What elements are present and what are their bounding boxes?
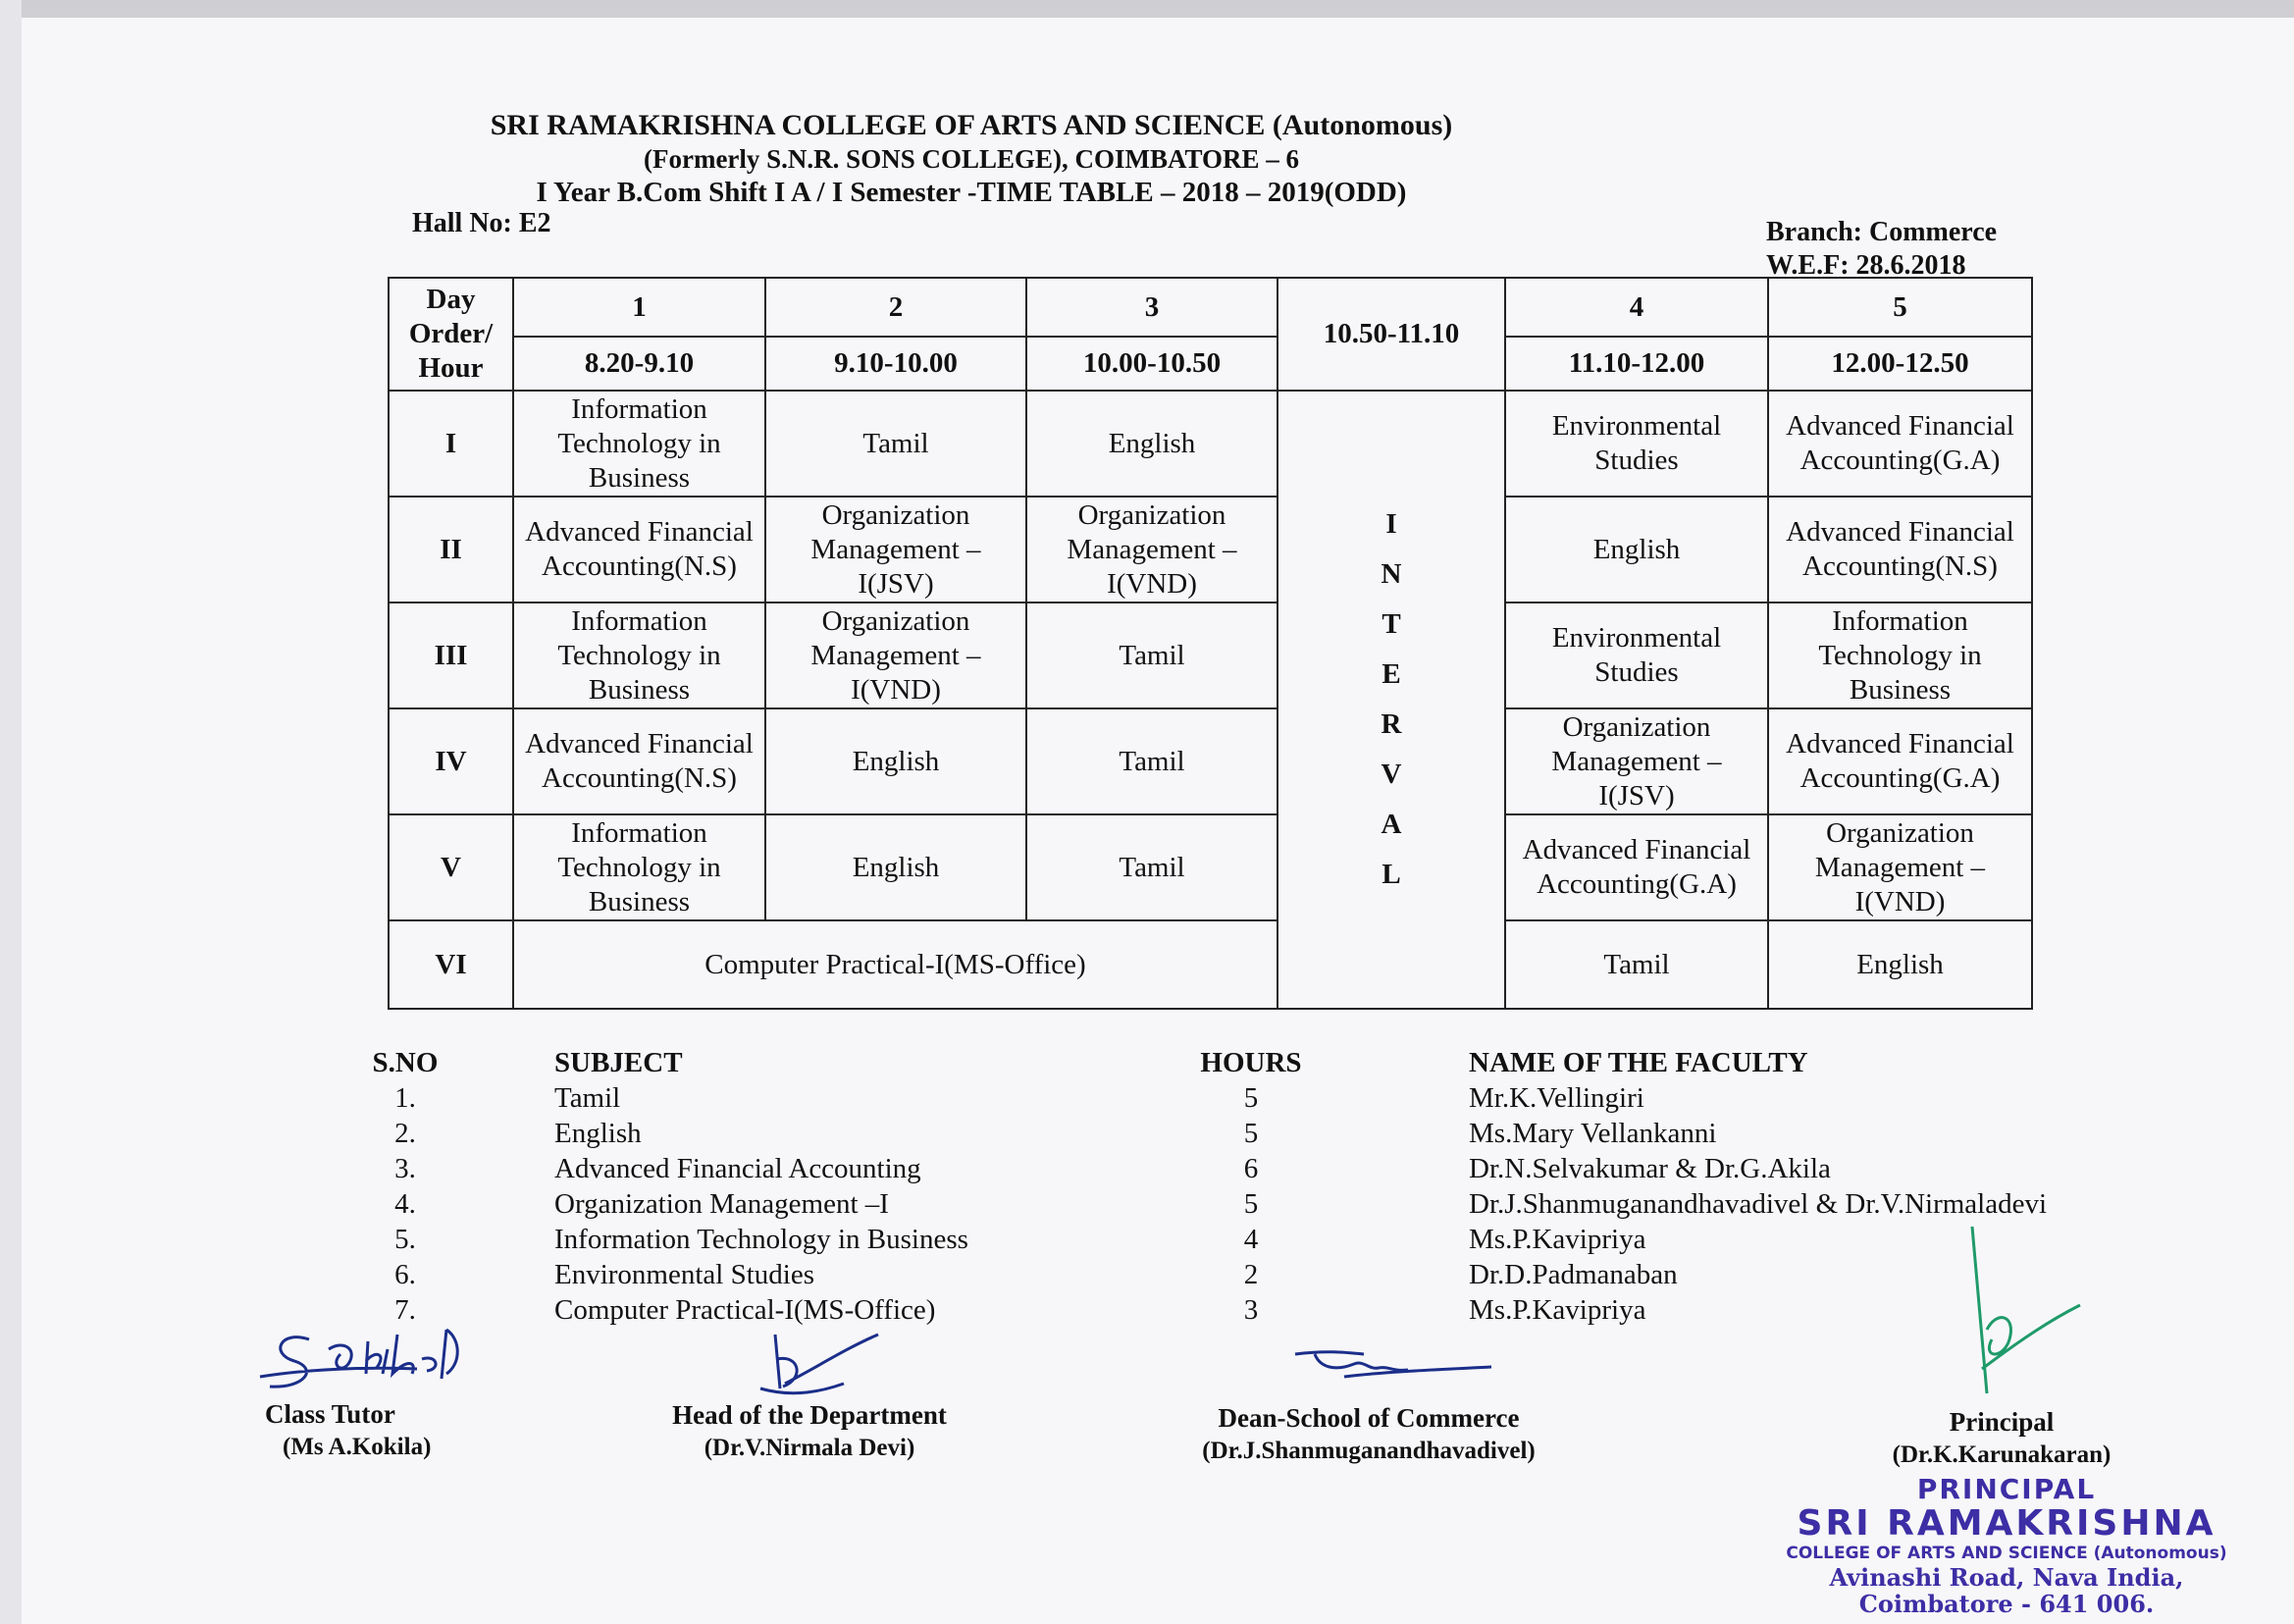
page-top-edge bbox=[0, 0, 2294, 18]
period-cell: Organization Management – I(VND) bbox=[765, 602, 1026, 708]
college-former-name: (Formerly S.N.R. SONS COLLEGE), COIMBATORE – 6 bbox=[643, 144, 1300, 174]
hour-5-header: 5 bbox=[1768, 278, 2032, 337]
sno-header: S.NO bbox=[372, 1047, 439, 1078]
list-item: Computer Practical-I(MS-Office) bbox=[554, 1294, 936, 1326]
list-item: 7. bbox=[394, 1294, 416, 1326]
list-item: Dr.D.Padmanaban bbox=[1469, 1259, 1678, 1290]
hour-2-header: 2 bbox=[765, 278, 1026, 337]
principal-signature bbox=[1943, 1222, 2090, 1418]
table-row bbox=[389, 602, 2032, 708]
time-2: 9.10-10.00 bbox=[765, 337, 1026, 391]
period-cell: Advanced Financial Accounting(G.A) bbox=[1505, 814, 1768, 920]
document-header bbox=[0, 108, 1943, 210]
period-cell: English bbox=[765, 814, 1026, 920]
list-item: Dr.N.Selvakumar & Dr.G.Akila bbox=[1469, 1153, 1831, 1184]
principal-signoff bbox=[1845, 1405, 2159, 1472]
hours-column bbox=[1192, 1045, 1310, 1328]
time-1: 8.20-9.10 bbox=[513, 337, 765, 391]
list-item: 3. bbox=[394, 1153, 416, 1184]
timetable bbox=[388, 277, 2033, 1010]
list-item: 4. bbox=[394, 1188, 416, 1220]
signoff-name: (Ms A.Kokila) bbox=[283, 1434, 432, 1460]
principal-stamp: PRINCIPAL SRI RAMAKRISHNA COLLEGE OF ARTS AND SCIENCE (Autonomous) Avinashi Road, Nava India, Coimbatore - 641 006. bbox=[1786, 1473, 2227, 1618]
hours-header: HOURS bbox=[1200, 1047, 1302, 1078]
period-cell: Advanced Financial Accounting(G.A) bbox=[1768, 708, 2032, 814]
sno-column bbox=[361, 1045, 449, 1328]
signoff-name: (Dr.K.Karunakaran) bbox=[1892, 1441, 2112, 1468]
subject-column bbox=[554, 1045, 1192, 1328]
list-item: 5 bbox=[1243, 1082, 1259, 1114]
class-tutor-signoff bbox=[265, 1397, 461, 1464]
signoff-role: Principal bbox=[1949, 1407, 2055, 1437]
period-cell: Organization Management – I(JSV) bbox=[1505, 708, 1768, 814]
table-row bbox=[389, 391, 2032, 497]
list-item: Advanced Financial Accounting bbox=[554, 1153, 921, 1184]
list-item: Ms.Mary Vellankanni bbox=[1469, 1118, 1717, 1149]
corner-header: Day Order/ Hour bbox=[389, 278, 513, 391]
day-order-label: II bbox=[389, 497, 513, 602]
period-cell: English bbox=[765, 708, 1026, 814]
period-cell: Information Technology in Business bbox=[513, 391, 765, 497]
time-5: 12.00-12.50 bbox=[1768, 337, 2032, 391]
period-cell: Tamil bbox=[1026, 814, 1277, 920]
list-item: 6. bbox=[394, 1259, 416, 1290]
list-item: Information Technology in Business bbox=[554, 1224, 968, 1255]
list-item: Environmental Studies bbox=[554, 1259, 814, 1290]
interval-time-header: 10.50-11.10 bbox=[1277, 278, 1505, 391]
time-3: 10.00-10.50 bbox=[1026, 337, 1277, 391]
subject-header: SUBJECT bbox=[554, 1047, 683, 1078]
period-cell: English bbox=[1768, 920, 2032, 1009]
interval-label: I N T E R V A L bbox=[1381, 508, 1402, 890]
period-cell: Environmental Studies bbox=[1505, 602, 1768, 708]
hod-signoff bbox=[643, 1398, 976, 1465]
interval-cell bbox=[1277, 391, 1505, 1009]
faculty-header: NAME OF THE FACULTY bbox=[1469, 1047, 1808, 1078]
list-item: Ms.P.Kavipriya bbox=[1469, 1224, 1646, 1255]
college-name: SRI RAMAKRISHNA COLLEGE OF ARTS AND SCIENCE (Autonomous) bbox=[490, 109, 1453, 141]
signoff-name: (Dr.J.Shanmuganandhavadivel) bbox=[1202, 1438, 1536, 1464]
list-item: Dr.J.Shanmuganandhavadivel & Dr.V.Nirmaladevi bbox=[1469, 1188, 2048, 1220]
list-item: 5. bbox=[394, 1224, 416, 1255]
signoff-name: (Dr.V.Nirmala Devi) bbox=[704, 1435, 915, 1461]
list-item: 5 bbox=[1243, 1188, 1259, 1220]
table-row bbox=[389, 708, 2032, 814]
period-cell: English bbox=[1026, 391, 1277, 497]
hall-number: Hall No: E2 bbox=[412, 208, 551, 238]
list-item: 5 bbox=[1243, 1118, 1259, 1149]
period-cell: Information Technology in Business bbox=[1768, 602, 2032, 708]
signoff-role: Head of the Department bbox=[672, 1400, 947, 1430]
period-cell: Advanced Financial Accounting(N.S) bbox=[1768, 497, 2032, 602]
period-cell: Tamil bbox=[765, 391, 1026, 497]
period-cell-merged: Computer Practical-I(MS-Office) bbox=[513, 920, 1277, 1009]
timetable-title: I Year B.Com Shift I A / I Semester -TIME TABLE – 2018 – 2019(ODD) bbox=[536, 177, 1407, 208]
period-cell: Organization Management – I(VND) bbox=[1768, 814, 2032, 920]
dean-signoff bbox=[1173, 1401, 1565, 1468]
hour-4-header: 4 bbox=[1505, 278, 1768, 337]
table-row bbox=[389, 814, 2032, 920]
class-tutor-signature bbox=[250, 1320, 545, 1398]
list-item: 2 bbox=[1243, 1259, 1259, 1290]
table-row bbox=[389, 497, 2032, 602]
list-item: 3 bbox=[1243, 1294, 1259, 1326]
table-row bbox=[389, 920, 2032, 1009]
period-cell: Environmental Studies bbox=[1505, 391, 1768, 497]
day-order-label: VI bbox=[389, 920, 513, 1009]
branch-label: Branch: Commerce bbox=[1766, 217, 1998, 247]
list-item: Ms.P.Kavipriya bbox=[1469, 1294, 1646, 1326]
signoff-role: Dean-School of Commerce bbox=[1218, 1403, 1520, 1433]
signoff-role: Class Tutor bbox=[265, 1399, 395, 1429]
hour-3-header: 3 bbox=[1026, 278, 1277, 337]
time-4: 11.10-12.00 bbox=[1505, 337, 1768, 391]
period-cell: Advanced Financial Accounting(G.A) bbox=[1768, 391, 2032, 497]
period-cell: Organization Management – I(JSV) bbox=[765, 497, 1026, 602]
day-order-label: V bbox=[389, 814, 513, 920]
day-order-label: I bbox=[389, 391, 513, 497]
period-cell: Advanced Financial Accounting(N.S) bbox=[513, 497, 765, 602]
list-item: English bbox=[554, 1118, 642, 1149]
wef-date: W.E.F: 28.6.2018 bbox=[1766, 250, 1966, 281]
page-left-edge bbox=[0, 0, 22, 1624]
list-item: 1. bbox=[394, 1082, 416, 1114]
hour-1-header: 1 bbox=[513, 278, 765, 337]
period-cell: Advanced Financial Accounting(N.S) bbox=[513, 708, 765, 814]
period-cell: English bbox=[1505, 497, 1768, 602]
dean-signature bbox=[1285, 1342, 1501, 1396]
list-item: Mr.K.Vellingiri bbox=[1469, 1082, 1644, 1114]
list-item: Tamil bbox=[554, 1082, 621, 1114]
day-order-label: III bbox=[389, 602, 513, 708]
list-item: 4 bbox=[1243, 1224, 1259, 1255]
period-cell: Organization Management – I(VND) bbox=[1026, 497, 1277, 602]
period-cell: Tamil bbox=[1026, 708, 1277, 814]
list-item: 6 bbox=[1243, 1153, 1259, 1184]
period-cell: Information Technology in Business bbox=[513, 602, 765, 708]
branch-info bbox=[1766, 216, 1997, 283]
list-item: 2. bbox=[394, 1118, 416, 1149]
period-cell: Tamil bbox=[1505, 920, 1768, 1009]
period-cell: Tamil bbox=[1026, 602, 1277, 708]
period-cell: Information Technology in Business bbox=[513, 814, 765, 920]
list-item: Organization Management –I bbox=[554, 1188, 889, 1220]
day-order-label: IV bbox=[389, 708, 513, 814]
